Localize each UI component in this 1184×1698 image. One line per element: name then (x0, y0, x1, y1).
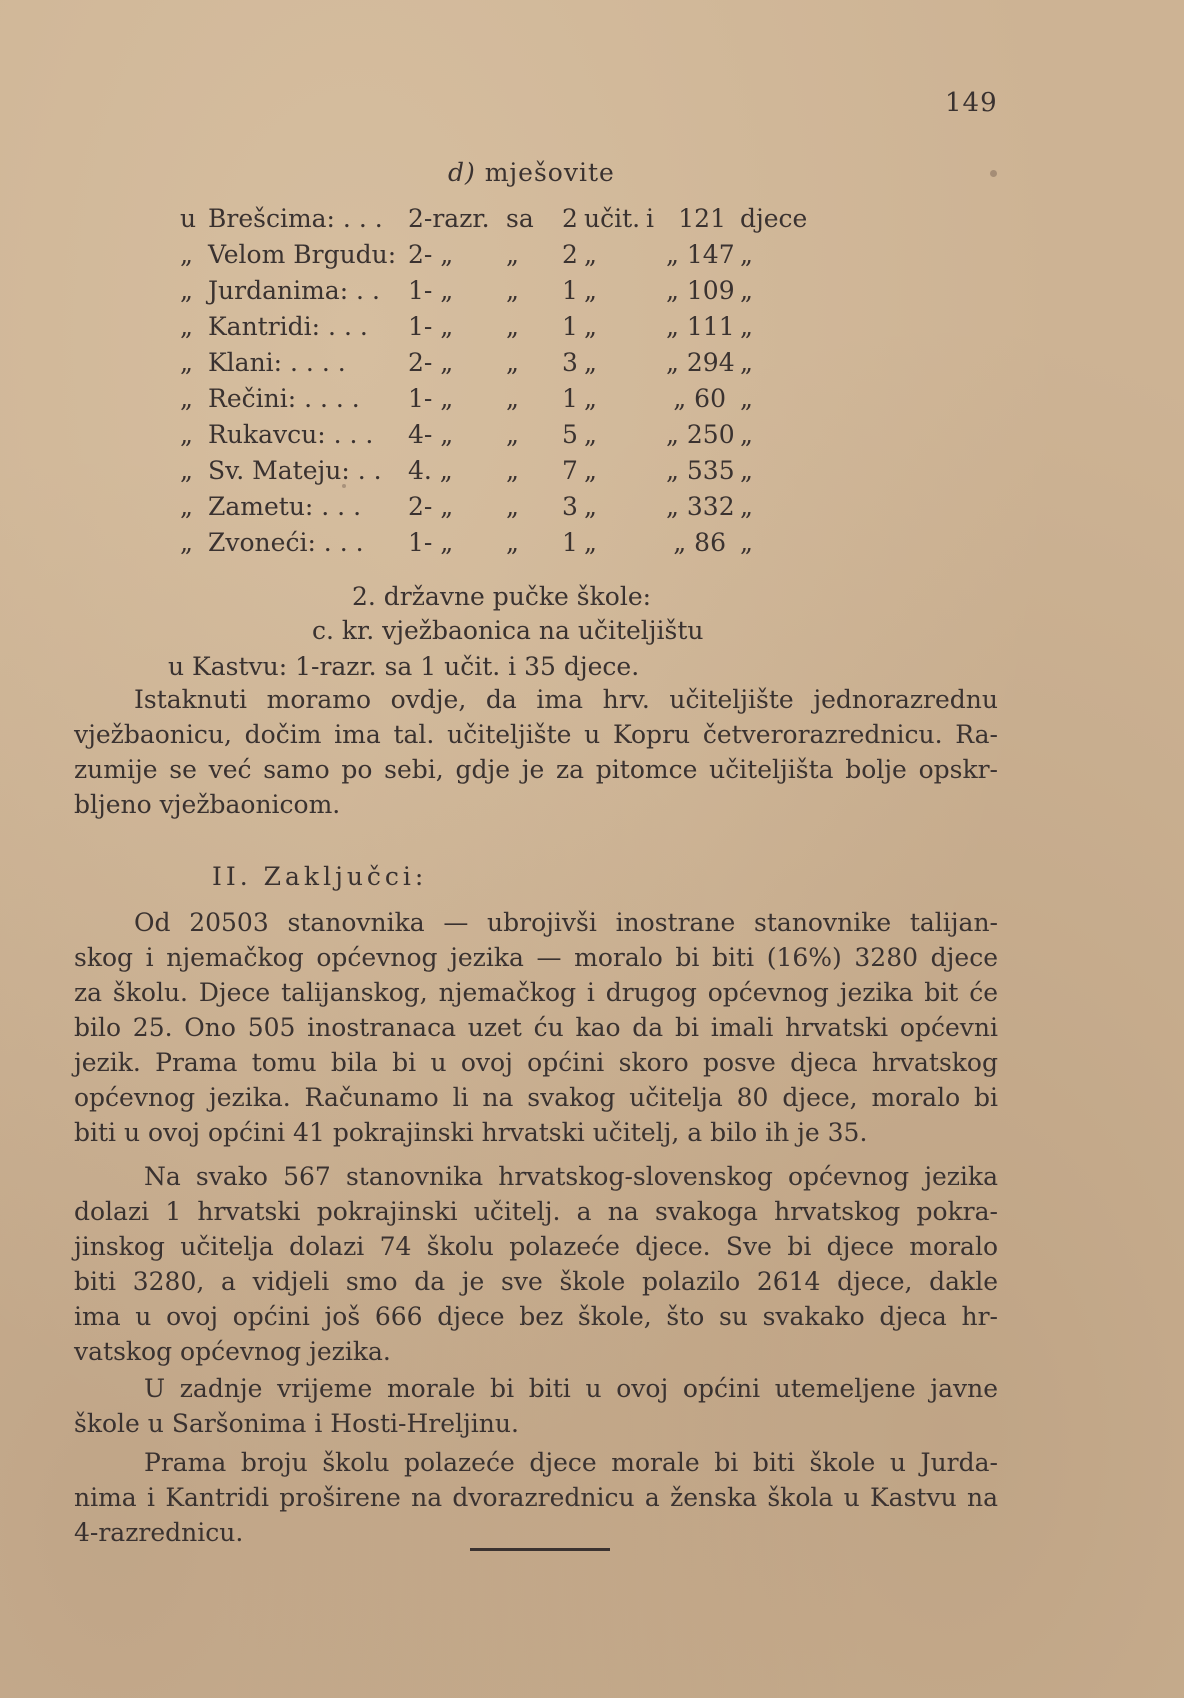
teacher-word: „ (584, 276, 597, 305)
row-prefix: u (180, 204, 197, 233)
with-word: sa (506, 204, 534, 233)
section-title: mješovite (484, 158, 615, 187)
teacher-word: „ (584, 240, 597, 269)
school-grades: 1- „ (408, 528, 454, 557)
teacher-word: „ (584, 312, 597, 341)
paragraph-3-line-6: vatskog općevnog jezika. (74, 1337, 391, 1366)
teacher-word: „ (584, 528, 597, 557)
teacher-count: 3 (562, 492, 578, 521)
paragraph-4-line-1: U zadnje vrijeme morale bi biti u ovoj općini utemeljene javne (144, 1374, 998, 1403)
child-count: „ 250 (666, 420, 735, 449)
teacher-count: 2 (562, 204, 578, 233)
teacher-count: 1 (562, 312, 578, 341)
school-place: Brešcima: . . . (208, 204, 383, 233)
child-count: „ 147 (666, 240, 735, 269)
child-count: „ 109 (666, 276, 735, 305)
section-heading-mixed (448, 158, 615, 187)
with-word: „ (506, 312, 519, 341)
child-count: „ 535 (666, 456, 735, 485)
teacher-count: 1 (562, 276, 578, 305)
teacher-word: „ (584, 492, 597, 521)
child-count: 121 (678, 204, 726, 233)
paragraph-1-line-3: zumije se već samo po sebi, gdje je za pitomce učiteljišta bolje opskr- (74, 755, 998, 784)
row-prefix: „ (180, 420, 193, 449)
school-place: Rečini: . . . . (208, 384, 360, 413)
child-count: „ 60 (673, 384, 726, 413)
page-number: 149 (945, 88, 998, 118)
with-word: „ (506, 456, 519, 485)
conclusions-heading: II. Zaključci: (212, 862, 428, 891)
children-word: „ (740, 528, 753, 557)
children-word: „ (740, 312, 753, 341)
school-grades: 2-razr. (408, 204, 490, 233)
with-word: „ (506, 384, 519, 413)
row-prefix: „ (180, 240, 193, 269)
paragraph-3-line-3: jinskog učitelja dolazi 74 školu polazeće djece. Sve bi djece moralo (74, 1232, 998, 1261)
row-prefix: „ (180, 384, 193, 413)
and-word: i (646, 204, 654, 233)
teacher-count: 7 (562, 456, 578, 485)
with-word: „ (506, 276, 519, 305)
with-word: „ (506, 420, 519, 449)
school-place: Zametu: . . . (208, 492, 362, 521)
with-word: „ (506, 492, 519, 521)
child-count: „ 111 (666, 312, 735, 341)
teacher-count: 2 (562, 240, 578, 269)
teacher-count: 1 (562, 384, 578, 413)
paragraph-1-line-4: bljeno vježbaonicom. (74, 790, 341, 819)
school-grades: 1- „ (408, 312, 454, 341)
school-grades: 2- „ (408, 240, 454, 269)
teacher-word: „ (584, 348, 597, 377)
paragraph-1-line-2: vježbaonicu, dočim ima tal. učiteljište u Kopru četverorazrednicu. Ra- (74, 720, 998, 749)
teacher-word: „ (584, 384, 597, 413)
with-word: „ (506, 528, 519, 557)
row-prefix: „ (180, 348, 193, 377)
school-place: Klani: . . . . (208, 348, 346, 377)
paragraph-2-line-3: za školu. Djece talijanskog, njemačkog i drugog općevnog jezika bit će (74, 978, 998, 1007)
paper-spot (342, 484, 346, 488)
children-word: „ (740, 420, 753, 449)
school-place: Rukavcu: . . . (208, 420, 374, 449)
children-word: „ (740, 384, 753, 413)
row-prefix: „ (180, 456, 193, 485)
paragraph-2-line-6: općevnog jezika. Računamo li na svakog učitelja 80 djece, moralo bi (74, 1083, 998, 1112)
child-count: „ 294 (666, 348, 735, 377)
teacher-count: 1 (562, 528, 578, 557)
paragraph-5-line-3: 4-razrednicu. (74, 1518, 244, 1547)
practice-school-heading: c. kr. vježbaonica na učiteljištu (312, 616, 704, 645)
state-schools-heading: 2. državne pučke škole: (352, 582, 652, 611)
paragraph-5-line-1: Prama broju školu polazeće djece morale bi biti škole u Jurda- (144, 1448, 998, 1477)
children-word: djece (740, 204, 808, 233)
child-count: „ 86 (673, 528, 726, 557)
teacher-word: „ (584, 420, 597, 449)
school-grades: 4- „ (408, 420, 454, 449)
section-letter: d) (448, 158, 476, 187)
children-word: „ (740, 276, 753, 305)
school-place: Velom Brgudu: (208, 240, 397, 269)
with-word: „ (506, 240, 519, 269)
paragraph-2-line-1: Od 20503 stanovnika — ubrojivši inostrane stanovnike talijan- (134, 908, 998, 937)
children-word: „ (740, 348, 753, 377)
paragraph-1-line-1: Istaknuti moramo ovdje, da ima hrv. učiteljište jednorazrednu (134, 685, 998, 714)
children-word: „ (740, 456, 753, 485)
paragraph-3-line-2: dolazi 1 hrvatski pokrajinski učitelj. a na svakoga hrvatskog pokra- (74, 1197, 998, 1226)
school-place: Kantridi: . . . (208, 312, 368, 341)
school-grades: 4. „ (408, 456, 453, 485)
school-grades: 1- „ (408, 384, 454, 413)
teacher-word: učit. (584, 204, 641, 233)
school-place: Sv. Mateju: . . (208, 456, 382, 485)
paragraph-5-line-2: nima i Kantridi proširene na dvorazrednicu a ženska škola u Kastvu na (74, 1483, 998, 1512)
school-place: Zvoneći: . . . (208, 528, 364, 557)
school-grades: 2- „ (408, 492, 454, 521)
paper-spot (990, 170, 997, 177)
school-place: Jurdanima: . . (208, 276, 380, 305)
paragraph-2-line-4: bilo 25. Ono 505 inostranaca uzet ću kao da bi imali hrvatski općevni (74, 1013, 998, 1042)
row-prefix: „ (180, 276, 193, 305)
children-word: „ (740, 492, 753, 521)
paragraph-3-line-4: biti 3280, a vidjeli smo da je sve škole polazilo 2614 djece, dakle (74, 1267, 998, 1296)
paragraph-2-line-2: skog i njemačkog općevnog jezika — moralo bi biti (16%) 3280 djece (74, 943, 998, 972)
teacher-count: 3 (562, 348, 578, 377)
school-grades: 1- „ (408, 276, 454, 305)
teacher-count: 5 (562, 420, 578, 449)
school-grades: 2- „ (408, 348, 454, 377)
closing-rule (470, 1548, 610, 1551)
row-prefix: „ (180, 492, 193, 521)
kastav-school-row: u Kastvu: 1-razr. sa 1 učit. i 35 djece. (168, 652, 640, 681)
paragraph-3-line-1: Na svako 567 stanovnika hrvatskog-slovenskog općevnog jezika (144, 1162, 998, 1191)
children-word: „ (740, 240, 753, 269)
paragraph-4-line-2: škole u Saršonima i Hosti-Hreljinu. (74, 1409, 519, 1438)
paragraph-2-line-5: jezik. Prama tomu bila bi u ovoj općini skoro posve djeca hrvatskog (74, 1048, 998, 1077)
paragraph-3-line-5: ima u ovoj općini još 666 djece bez škole, što su svakako djeca hr- (74, 1302, 998, 1331)
teacher-word: „ (584, 456, 597, 485)
with-word: „ (506, 348, 519, 377)
paragraph-2-line-7: biti u ovoj općini 41 pokrajinski hrvatski učitelj, a bilo ih je 35. (74, 1118, 868, 1147)
row-prefix: „ (180, 312, 193, 341)
child-count: „ 332 (666, 492, 735, 521)
row-prefix: „ (180, 528, 193, 557)
